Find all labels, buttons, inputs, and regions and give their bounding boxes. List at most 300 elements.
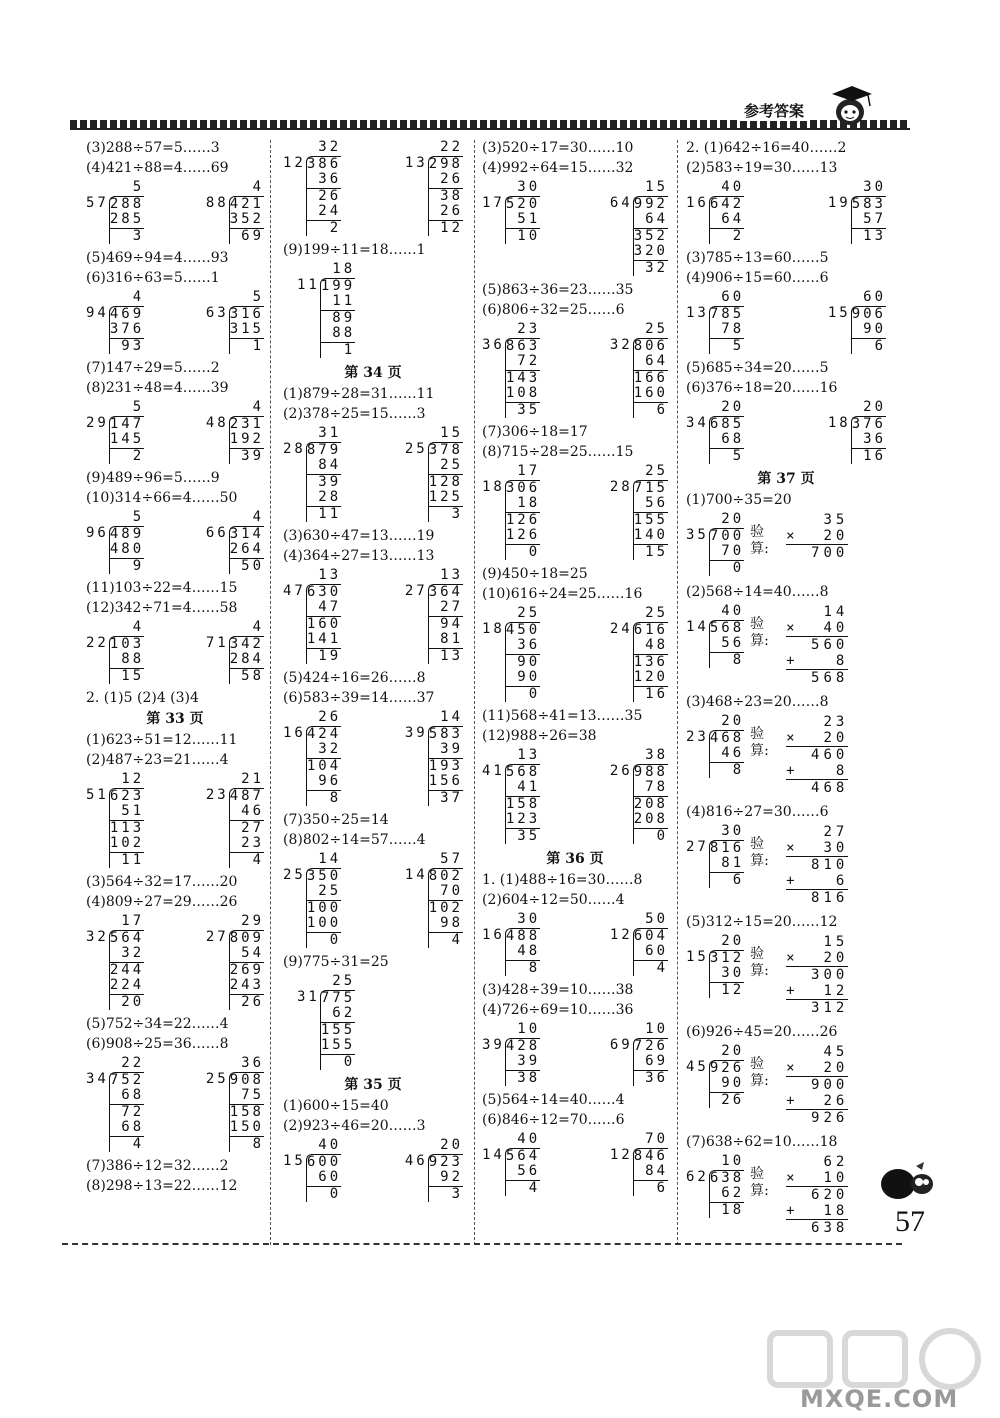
answer-column-4	[686, 138, 886, 1238]
divisor: 11	[297, 276, 320, 293]
dividend-block	[505, 338, 540, 419]
divisor: 47	[283, 582, 306, 599]
footer-rule	[62, 1243, 902, 1245]
remainder: 19	[318, 647, 342, 664]
divisor: 45	[686, 1058, 709, 1075]
division-row	[86, 930, 144, 1011]
long-division	[206, 180, 264, 244]
dividend: 926	[709, 1059, 745, 1076]
quotient: 36	[241, 1055, 264, 1071]
answer-line: (3)288÷57=5……3	[86, 140, 220, 156]
remainder: 2	[732, 227, 745, 244]
answer-line: 2. (1)5 (2)4 (3)4	[86, 690, 199, 706]
quotient: 10	[517, 1021, 541, 1037]
check-row: 568	[811, 670, 849, 686]
subtrahend: 41	[506, 780, 540, 797]
quotient: 30	[721, 823, 745, 839]
divisor: 27	[205, 928, 229, 945]
quotient: 4	[252, 619, 264, 635]
division-group	[86, 772, 264, 868]
answer-line: (6)376÷18=20……16	[686, 380, 838, 396]
divisor: 35	[686, 526, 709, 543]
answer-line: (9)199÷11=18……1	[283, 242, 426, 258]
divisor: 23	[205, 786, 229, 803]
dividend-block	[320, 990, 355, 1071]
divisor: 22	[86, 634, 109, 651]
remainder: 244	[109, 961, 145, 978]
dividend-block	[709, 950, 744, 999]
answer-line: (1)623÷51=12……11	[86, 732, 238, 748]
check-row: 312	[811, 1000, 849, 1016]
answer-line: (5)469÷94=4……93	[86, 250, 229, 266]
quotient: 20	[440, 1137, 463, 1153]
remainder: 58	[241, 667, 264, 684]
divisor: 32	[609, 336, 633, 353]
subtrahend: 56	[506, 1164, 540, 1181]
dividend-block	[633, 622, 668, 703]
divisor: 14	[482, 1146, 505, 1163]
answer-line: 2. (1)642÷16=40……2	[686, 140, 847, 156]
dividend: 785	[709, 305, 745, 322]
quotient: 57	[440, 851, 463, 867]
answer-line: (6)926÷45=20……26	[686, 1024, 838, 1040]
quotient: 30	[517, 911, 541, 927]
quotient: 17	[121, 913, 145, 929]
dividend: 564	[505, 1147, 541, 1164]
dividend-block	[306, 156, 341, 237]
division-row	[206, 788, 264, 869]
dividend-block	[428, 584, 463, 665]
division-row	[482, 338, 540, 419]
dividend-block	[306, 1154, 341, 1203]
remainder: 155	[320, 1021, 356, 1038]
remainder: 2	[329, 219, 342, 236]
division-row	[686, 620, 744, 669]
check-row: × 20	[786, 950, 849, 966]
division-row	[686, 528, 744, 577]
divisor: 57	[86, 194, 109, 211]
division-row	[482, 1148, 540, 1197]
check-row: 460	[811, 747, 849, 763]
check-row: + 12	[786, 983, 849, 999]
long-division	[206, 914, 264, 1010]
remainder: 69	[241, 227, 264, 244]
dividend-block	[633, 1148, 668, 1197]
divisor: 15	[686, 948, 709, 965]
quotient: 70	[645, 1131, 668, 1147]
divisor: 94	[86, 304, 109, 321]
subtrahend: 155	[320, 1037, 356, 1053]
dividend-block	[851, 306, 886, 355]
subtrahend: 120	[633, 669, 668, 685]
divisor: 28	[609, 478, 633, 495]
answer-column-2	[283, 138, 463, 1238]
check-label: 验算:	[750, 726, 769, 759]
dividend: 616	[633, 621, 668, 638]
division-row	[206, 416, 264, 465]
graduate-mascot-icon	[826, 82, 876, 128]
long-division	[405, 568, 463, 664]
remainder: 13	[863, 227, 886, 244]
quotient: 23	[517, 321, 541, 337]
division-group	[283, 140, 463, 236]
remainder: 0	[656, 827, 668, 844]
dividend-block	[505, 480, 540, 561]
long-division	[610, 1132, 668, 1196]
divisor: 41	[482, 762, 505, 779]
subtrahend: 75	[230, 1088, 264, 1105]
quotient: 5	[252, 289, 264, 305]
quotient: 13	[318, 567, 342, 583]
remainder: 89	[332, 309, 356, 326]
divisor: 69	[609, 1036, 633, 1053]
cartoon-mascot-icon	[878, 1160, 936, 1202]
division-row	[297, 278, 355, 359]
subtrahend: 284	[229, 651, 264, 667]
subtrahend: 160	[633, 385, 668, 401]
dividend: 583	[851, 195, 886, 212]
division-row	[610, 764, 668, 845]
division-row	[206, 306, 264, 355]
divisor: 17	[482, 194, 505, 211]
answer-line: (9)450÷18=25	[482, 566, 588, 582]
remainder: 16	[863, 447, 886, 464]
divisor: 18	[482, 478, 505, 495]
dividend-block	[229, 526, 264, 575]
answer-line: (8)802÷14=57……4	[283, 832, 426, 848]
remainder: 4	[252, 851, 264, 868]
answer-line: (7)386÷12=32……2	[86, 1158, 229, 1174]
subtrahend: 27	[429, 600, 463, 617]
multiplication-check	[786, 824, 848, 906]
remainder: 6	[874, 337, 886, 354]
subtrahend: 60	[634, 944, 668, 961]
quotient: 18	[332, 261, 356, 277]
answer-line: (2)378÷25=15……3	[283, 406, 426, 422]
quotient: 20	[721, 399, 745, 415]
divisor: 96	[86, 524, 109, 541]
quotient: 20	[721, 933, 745, 949]
long-division	[686, 934, 744, 998]
dividend: 231	[229, 415, 264, 432]
remainder: 0	[528, 685, 541, 702]
remainder: 5	[732, 337, 745, 354]
answer-line: (3)630÷47=13……19	[283, 528, 435, 544]
divisor: 66	[205, 524, 229, 541]
division-row	[283, 442, 341, 523]
long-division	[86, 914, 144, 1010]
dividend-block	[709, 196, 744, 245]
long-division	[610, 464, 668, 560]
answer-line: (3)785÷13=60……5	[686, 250, 829, 266]
quotient: 50	[645, 911, 668, 927]
division-row	[297, 990, 355, 1071]
quotient: 40	[721, 603, 745, 619]
long-division	[482, 912, 540, 976]
quotient: 14	[318, 851, 342, 867]
remainder: 90	[517, 653, 541, 670]
division-group	[482, 1022, 668, 1086]
check-group	[686, 714, 886, 796]
answer-line: (12)988÷26=38	[482, 728, 597, 744]
dividend: 906	[851, 305, 886, 322]
answer-line: (10)314÷66=4……50	[86, 490, 238, 506]
subtrahend: 88	[321, 326, 355, 343]
dividend: 752	[109, 1071, 145, 1088]
division-row	[405, 584, 463, 665]
subtrahend: 25	[429, 458, 463, 475]
subtrahend: 78	[634, 780, 668, 797]
quotient: 4	[252, 509, 264, 525]
check-label: 验算:	[750, 836, 769, 869]
remainder: 72	[121, 1103, 145, 1120]
remainder: 158	[229, 1103, 264, 1120]
check-row: 62	[823, 1154, 849, 1170]
page-heading: 第 33 页	[146, 711, 204, 727]
dividend: 846	[633, 1147, 668, 1164]
check-row: 468	[811, 780, 849, 796]
dividend: 288	[109, 195, 145, 212]
subtrahend: 64	[634, 212, 668, 229]
subtrahend: 102	[109, 835, 145, 851]
division-row	[686, 730, 744, 779]
divisor: 14	[686, 618, 709, 635]
remainder: 26	[318, 187, 342, 204]
long-division	[686, 290, 744, 354]
multiplication-check	[786, 714, 848, 796]
division-row	[86, 306, 144, 355]
dividend: 583	[428, 725, 463, 742]
quotient: 30	[863, 179, 886, 195]
dividend: 469	[109, 305, 145, 322]
long-division	[482, 180, 540, 276]
dividend-block	[851, 416, 886, 465]
subtrahend: 56	[634, 496, 668, 513]
division-row	[686, 196, 744, 245]
division-group	[86, 180, 264, 244]
quotient: 15	[645, 179, 668, 195]
long-division	[610, 1022, 668, 1086]
remainder: 0	[528, 543, 541, 560]
long-division	[482, 748, 540, 844]
page-heading: 第 36 页	[546, 851, 604, 867]
divisor: 12	[609, 1146, 633, 1163]
check-label: 验算:	[750, 524, 769, 557]
long-division	[86, 290, 144, 354]
division-row	[610, 622, 668, 703]
dividend-block	[633, 928, 668, 977]
division-row	[405, 1154, 463, 1203]
quotient: 17	[517, 463, 541, 479]
dividend: 350	[306, 867, 342, 884]
answer-line: (3)428÷39=10……38	[482, 982, 634, 998]
quotient: 14	[440, 709, 463, 725]
dividend-block	[709, 528, 744, 577]
check-row: 23	[823, 714, 849, 730]
dividend-block	[505, 764, 540, 845]
division-row	[283, 1154, 341, 1203]
long-division	[283, 710, 341, 806]
subtrahend: 264	[229, 541, 264, 557]
remainder: 104	[306, 757, 342, 774]
quotient: 15	[440, 425, 463, 441]
check-row: 45	[823, 1044, 849, 1060]
subtrahend: 60	[307, 1170, 341, 1187]
quotient: 13	[517, 747, 541, 763]
multiplication-check	[786, 604, 848, 686]
check-row: 15	[823, 934, 849, 950]
dividend-block	[229, 306, 264, 355]
remainder: 0	[329, 1185, 342, 1202]
divisor: 34	[86, 1070, 109, 1087]
subtrahend: 224	[109, 977, 145, 993]
division-row	[610, 928, 668, 977]
long-division	[405, 1138, 463, 1202]
remainder: 39	[241, 447, 264, 464]
division-row	[610, 1148, 668, 1197]
remainder: 11	[318, 505, 342, 522]
quotient: 5	[132, 509, 145, 525]
division-row	[482, 622, 540, 703]
division-row	[405, 156, 463, 237]
subtrahend: 90	[852, 322, 886, 339]
quotient: 4	[132, 619, 145, 635]
check-row: × 20	[786, 1060, 849, 1076]
dividend-block	[633, 764, 668, 845]
dividend: 806	[633, 337, 668, 354]
division-row	[482, 764, 540, 845]
division-row	[206, 1072, 264, 1153]
division-group	[86, 510, 264, 574]
remainder: 10	[517, 227, 541, 244]
division-group	[482, 1132, 668, 1196]
dividend: 923	[428, 1153, 463, 1170]
divisor: 34	[686, 414, 709, 431]
remainder: 94	[440, 615, 463, 632]
answer-line: (5)564÷14=40……4	[482, 1092, 625, 1108]
divisor: 29	[86, 414, 109, 431]
dividend-block	[709, 620, 744, 669]
long-division	[686, 1154, 744, 1218]
subtrahend: 68	[710, 432, 744, 449]
long-division	[686, 824, 744, 888]
subtrahend: 98	[429, 916, 463, 933]
divisor: 12	[283, 154, 306, 171]
answer-line: (10)616÷24=25……16	[482, 586, 643, 602]
dividend: 306	[505, 479, 541, 496]
remainder: 12	[721, 981, 745, 998]
divisor: 28	[283, 440, 306, 457]
dividend: 312	[709, 949, 745, 966]
long-division	[206, 510, 264, 574]
page-heading: 第 37 页	[757, 471, 815, 487]
dividend: 199	[320, 277, 356, 294]
answer-line: (7)350÷25=14	[283, 812, 389, 828]
subtrahend: 78	[710, 322, 744, 339]
column-divider	[270, 140, 271, 1245]
remainder: 0	[732, 559, 745, 576]
long-division	[297, 262, 355, 358]
dividend: 489	[109, 525, 145, 542]
dividend-block	[633, 196, 668, 277]
answer-line: (4)726÷69=10……36	[482, 1002, 634, 1018]
remainder: 93	[121, 337, 145, 354]
remainder: 15	[645, 543, 668, 560]
divisor: 16	[686, 194, 709, 211]
subtrahend: 69	[634, 1054, 668, 1071]
check-row: 810	[811, 857, 849, 873]
subtrahend: 81	[710, 856, 744, 873]
long-division	[283, 568, 341, 664]
remainder: 16	[645, 685, 668, 702]
quotient: 21	[241, 771, 264, 787]
check-group	[686, 934, 886, 1016]
division-group	[283, 974, 463, 1070]
long-division	[610, 322, 668, 418]
long-division	[482, 322, 540, 418]
remainder: 11	[121, 851, 145, 868]
remainder: 36	[645, 1069, 668, 1086]
division-group	[482, 464, 668, 560]
multiplication-check	[786, 934, 848, 1016]
long-division	[283, 426, 341, 522]
check-group	[686, 824, 886, 906]
subtrahend: 192	[229, 431, 264, 447]
answer-line: (4)906÷15=60……6	[686, 270, 829, 286]
subtrahend: 51	[110, 804, 144, 821]
division-row	[686, 416, 744, 465]
dividend-block	[109, 788, 144, 869]
check-group	[686, 1044, 886, 1126]
check-row: 900	[811, 1077, 849, 1093]
remainder: 4	[528, 1179, 541, 1196]
division-group	[86, 620, 264, 684]
quotient: 38	[645, 747, 668, 763]
subtrahend: 243	[229, 977, 264, 993]
remainder: 26	[721, 1091, 745, 1108]
answer-line: (8)231÷48=4……39	[86, 380, 229, 396]
check-row: 300	[811, 967, 849, 983]
dividend: 908	[229, 1071, 264, 1088]
subtrahend: 90	[506, 670, 540, 687]
dividend: 103	[109, 635, 145, 652]
remainder: 9	[132, 557, 145, 574]
remainder: 37	[440, 789, 463, 806]
long-division	[610, 606, 668, 702]
header-rule	[70, 128, 910, 130]
remainder: 27	[241, 819, 264, 836]
subtrahend: 88	[110, 652, 144, 669]
divisor: 32	[86, 928, 109, 945]
subtrahend: 23	[230, 836, 264, 853]
dividend: 468	[709, 729, 745, 746]
dividend-block	[306, 442, 341, 523]
subtrahend: 62	[321, 1006, 355, 1023]
division-row	[283, 726, 341, 807]
subtrahend: 108	[505, 385, 541, 401]
dividend-block	[306, 726, 341, 807]
subtrahend: 51	[506, 212, 540, 229]
divisor: 26	[609, 762, 633, 779]
page-number: 57	[895, 1205, 925, 1238]
dividend: 775	[320, 989, 356, 1006]
dividend: 642	[709, 195, 745, 212]
dividend-block	[428, 442, 463, 523]
long-division	[283, 1138, 341, 1202]
dividend: 879	[306, 441, 342, 458]
long-division	[405, 710, 463, 806]
dividend-block	[109, 1072, 144, 1153]
